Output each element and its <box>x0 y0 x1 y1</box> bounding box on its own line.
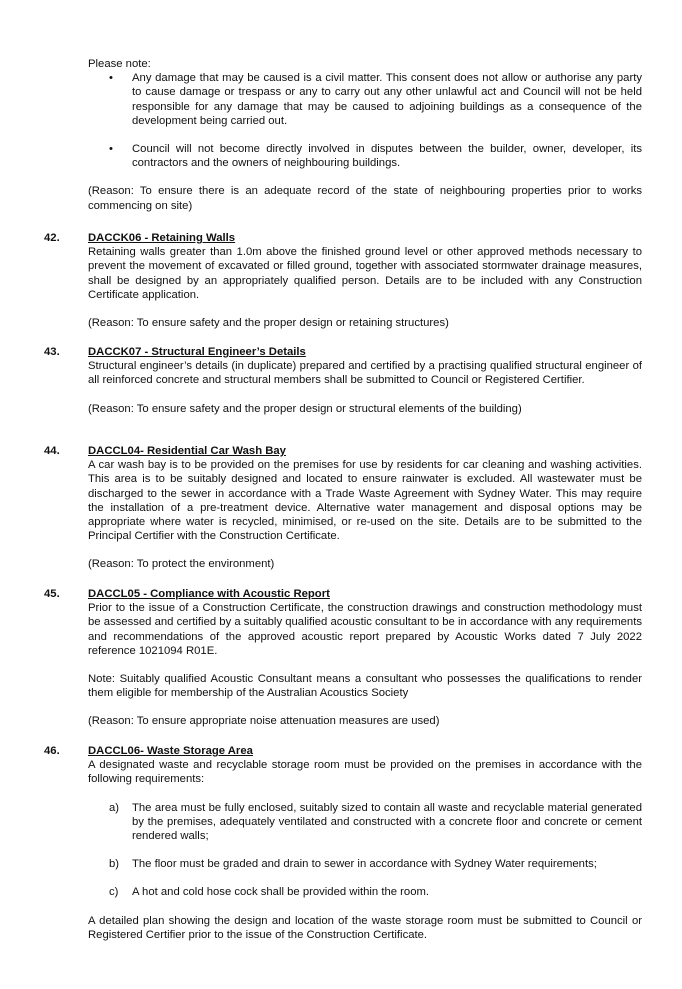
intro-section <box>88 57 642 213</box>
condition-46 <box>88 744 642 942</box>
item-marker: a) <box>109 801 120 814</box>
condition-42 <box>88 231 642 330</box>
reason-text: (Reason: To ensure safety and the proper design or structural elements of the building) <box>88 402 522 415</box>
reason-text: (Reason: To ensure safety and the proper design or retaining structures) <box>88 317 449 330</box>
note-bullet-text: Council will not become directly involved in disputes between the builder, owner, developer, its contractors and the owners of neighbouring buildings. <box>132 143 642 170</box>
bullet-marker: • <box>109 143 113 156</box>
requirement-item <box>88 857 642 871</box>
item-text: A hot and cold hose cock shall be provided within the room. <box>132 886 430 899</box>
reason-text: (Reason: To ensure there is an adequate record of the state of neighbouring properties prior to works commencing on site) <box>88 185 642 212</box>
reason-text: (Reason: To protect the environment) <box>88 558 275 571</box>
item-marker: c) <box>109 886 119 899</box>
condition-44 <box>88 444 642 572</box>
condition-title: DACCL05 - Compliance with Acoustic Report <box>88 588 330 600</box>
note-bullet-text: Any damage that may be caused is a civil matter. This consent does not allow or authorise any party to cause damage or trespass or any to carry out any other unlawful act and Council will not be held responsible for any damage that may be caused to adjoining buildings as a consequence of the development being carried out. <box>132 72 642 127</box>
requirement-item <box>88 885 642 899</box>
condition-note: Note: Suitably qualified Acoustic Consultant means a consultant who possesses the qualifications to render them eligible for membership of the Australian Acoustics Society <box>88 673 642 700</box>
condition-title: DACCK06 - Retaining Walls <box>88 232 236 244</box>
please-note-label: Please note: <box>88 58 151 70</box>
condition-body: Prior to the issue of a Construction Certificate, the construction drawings and construction methodology must be assessed and certified by a suitably qualified acoustic consultant to be in accordance with any requirements and recommendations of the approved acoustic report prepared by Acoustic Works dated 7 July 2022 reference 1021094 R01E. <box>88 602 642 657</box>
item-marker: b) <box>109 858 120 871</box>
condition-title: DACCK07 - Structural Engineer’s Details <box>88 346 306 358</box>
condition-number: 45. <box>44 588 60 600</box>
bullet-marker: • <box>109 72 113 85</box>
condition-body: Retaining walls greater than 1.0m above the finished ground level or other approved methods necessary to prevent the movement of excavated or filled ground, together with associated stormwater drainage measures, shall be designed by an appropriately qualified person. Details are to be included with any Construction Certificate application. <box>88 246 642 301</box>
condition-body: A car wash bay is to be provided on the premises for use by residents for car cleaning and washing activities. This area is to be suitably designed and located to ensure rainwater is excluded. All wastewater must be discharged to the sewer in accordance with a Trade Waste Agreement with Sydney Water. This may require the installation of a pre-treatment device. Alternative water management and disposal options may be appropriate where water is recycled, minimised, or re-used on the site. Details are to be submitted to the Principal Certifier with the Construction Certificate. <box>88 459 642 543</box>
condition-45 <box>88 587 642 729</box>
note-bullet <box>88 142 642 170</box>
item-text: The floor must be graded and drain to sewer in accordance with Sydney Water requirements; <box>132 858 597 871</box>
closing-text: A detailed plan showing the design and location of the waste storage room must be submitted to Council or Registered Certifier prior to the issue of the Construction Certificate. <box>88 914 642 941</box>
note-bullet <box>88 71 642 128</box>
condition-number: 44. <box>44 445 60 457</box>
condition-number: 42. <box>44 232 60 244</box>
condition-title: DACCL06- Waste Storage Area <box>88 745 253 757</box>
reason-text: (Reason: To ensure appropriate noise attenuation measures are used) <box>88 715 440 728</box>
requirement-item <box>88 801 642 844</box>
condition-number: 43. <box>44 346 60 358</box>
condition-title: DACCL04- Residential Car Wash Bay <box>88 445 286 457</box>
condition-43 <box>88 345 642 416</box>
condition-body: Structural engineer’s details (in duplicate) prepared and certified by a practising qualified structural engineer of all reinforced concrete and structural members shall be submitted to Council or Registered Certifier. <box>88 360 642 387</box>
condition-body: A designated waste and recyclable storage room must be provided on the premises in accordance with the following requirements: <box>88 759 642 786</box>
item-text: The area must be fully enclosed, suitably sized to contain all waste and recyclable material generated by the premises, adequately ventilated and constructed with a concrete floor and concrete or cement rendered walls; <box>132 801 642 843</box>
condition-number: 46. <box>44 745 60 757</box>
